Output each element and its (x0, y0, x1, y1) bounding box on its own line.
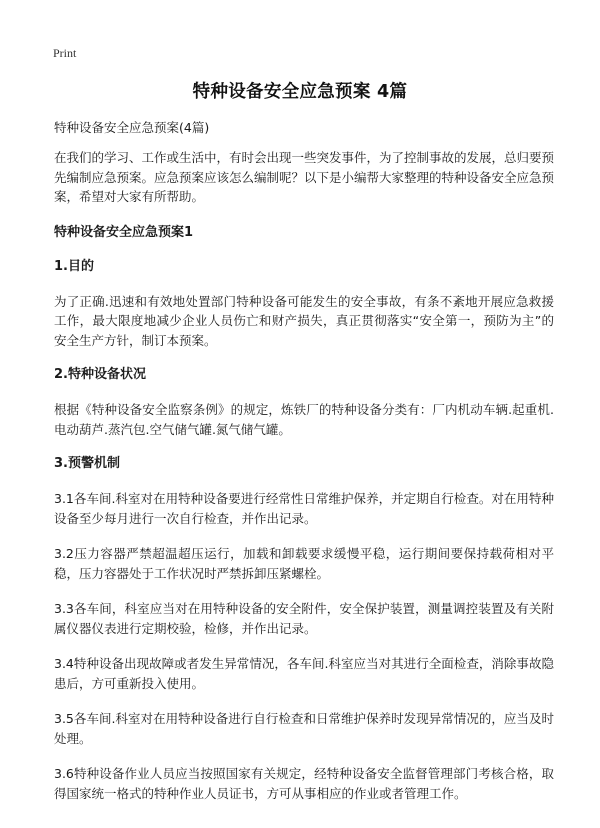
paragraph: 3.5各车间.科室对在用特种设备进行自行检查和日常维护保养时发现异常情况的，应当及时处理。 (54, 711, 554, 746)
document-subtitle: 特种设备安全应急预案(4篇) (54, 120, 210, 135)
paragraph: 3.6特种设备作业人员应当按照国家有关规定，经特种设备安全监督管理部门考核合格，取得国家统一格式的特种作业人员证书，方可从事相应的作业或者管理工作。 (54, 766, 554, 801)
section-heading-purpose: 1.目的 (54, 258, 94, 274)
paragraph: 3.2压力容器严禁超温超压运行，加载和卸载要求缓慢平稳，运行期间要保持载荷相对平稳，压力容器处于工作状况时严禁拆卸压紧螺栓。 (54, 546, 554, 581)
paragraph: 3.3各车间，科室应当对在用特种设备的安全附件，安全保护装置，测量调控装置及有关附属仪器仪表进行定期校验，检修，并作出记录。 (54, 601, 554, 636)
paragraph: 为了正确.迅速和有效地处置部门特种设备可能发生的安全事故，有条不紊地开展应急救援工作，最大限度地减少企业人员伤亡和财产损失，真正贯彻落实“安全第一，预防为主”的安全生产方针，制订本预案。 (54, 293, 554, 348)
paragraph: 根据《特种设备安全监察条例》的规定，炼铁厂的特种设备分类有：厂内机动车辆.起重机.电动葫芦.蒸汽包.空气储气罐.氮气储气罐。 (54, 402, 554, 437)
document-title: 特种设备安全应急预案 4篇 (192, 82, 408, 102)
section-heading-equipment-status: 2.特种设备状况 (54, 367, 146, 382)
paragraph: 3.1各车间.科室对在用特种设备要进行经常性日常维护保养，并定期自行检查。对在用特种设备至少每月进行一次自行检查，并作出记录。 (54, 491, 554, 526)
intro-paragraph: 在我们的学习、工作或生活中，有时会出现一些突发事件，为了控制事故的发展，总归要预先编制应急预案。应急预案应该怎么编制呢？以下是小编帮大家整理的特种设备安全应急预案，希望对大家有所帮助。 (54, 150, 555, 204)
print-label[interactable]: Print (53, 46, 77, 60)
section-heading-warning-mechanism: 3.预警机制 (54, 456, 120, 471)
document-body (54, 119, 554, 819)
paragraph: 3.4特种设备出现故障或者发生异常情况，各车间.科室应当对其进行全面检查，消除事故隐患后，方可重新投入使用。 (54, 656, 554, 691)
main-heading: 特种设备安全应急预案1 (54, 224, 194, 240)
